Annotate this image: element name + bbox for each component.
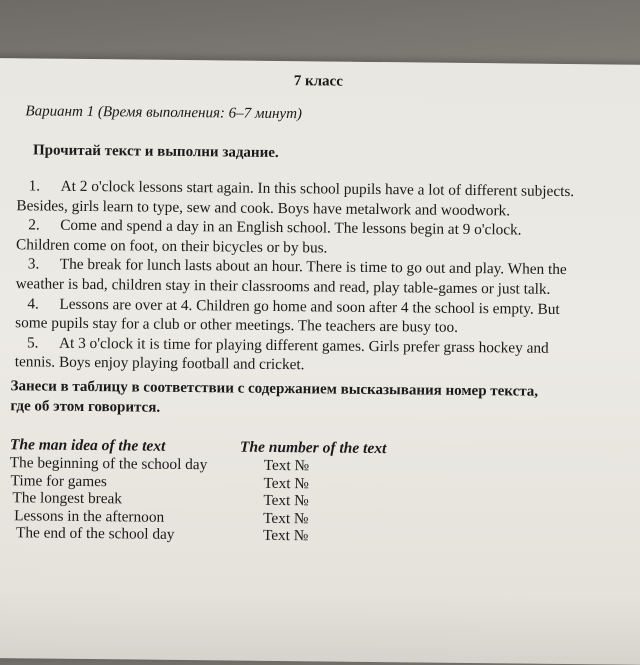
row-idea: Lessons in the afternoon	[14, 506, 165, 526]
passage-1	[16, 176, 636, 222]
row-idea: The longest break	[12, 489, 123, 508]
passage-text-line2: weather is bad, children stay in their classrooms and read, play table-games or just talk.	[15, 275, 551, 298]
passage-text-line2: Besides, girls learn to type, sew and cook. Boys have metalwork and woodwork.	[16, 196, 511, 220]
passage-number: 4.	[27, 294, 40, 313]
passage-text-line1: The break for lunch lasts about an hour. There is time to go out and play. When the	[59, 256, 567, 279]
row-number-blank[interactable]: Text №	[263, 509, 309, 527]
column-header-idea: The man idea of the text	[9, 436, 166, 455]
passage-text-line1: At 3 o'clock it is time for playing different games. Girls prefer grass hockey and	[58, 334, 549, 357]
passage-number: 5.	[26, 334, 39, 352]
variant-subtitle: Вариант 1 (Время выполнения: 6–7 минут)	[25, 103, 303, 123]
passage-2	[16, 215, 636, 261]
row-number-blank[interactable]: Text №	[263, 456, 310, 475]
grade-title: 7 класс	[293, 73, 343, 90]
row-idea: Time for games	[10, 471, 107, 490]
passage-text-line1: Lessons are over at 4. Children go home and soon after 4 the school is empty. But	[59, 295, 560, 318]
row-number-blank[interactable]: Text №	[263, 491, 309, 510]
task-line-1: Занеси в таблицу в соответствии с содержанием высказывания номер текста,	[10, 378, 539, 400]
passage-4	[15, 294, 635, 340]
reading-instruction: Прочитай текст и выполни задание.	[32, 142, 279, 161]
passage-5	[15, 333, 635, 379]
row-idea: The end of the school day	[15, 524, 175, 543]
row-number-blank[interactable]: Text №	[263, 474, 310, 492]
worksheet-page	[0, 58, 640, 665]
passage-number: 1.	[28, 177, 41, 195]
passage-3	[16, 255, 636, 301]
passage-text-line1: Come and spend a day in an English school. The lessons begin at 9 o'clock.	[60, 216, 522, 239]
row-idea: The beginning of the school day	[9, 454, 208, 474]
passage-number: 3.	[27, 255, 40, 273]
task-instruction	[10, 376, 630, 422]
passage-text-line2: tennis. Boys enjoy playing football and cricket.	[14, 353, 305, 374]
column-header-number: The number of the text	[239, 438, 387, 458]
passage-text-line2: some pupils stay for a club or other meetings. The teachers are busy too.	[15, 314, 459, 337]
answer-table	[0, 454, 630, 548]
task-line-2: где об этом говорится.	[10, 398, 161, 416]
passage-text-line2: Children come on foot, on their bicycles or by bus.	[15, 236, 328, 257]
passages-list	[15, 176, 637, 378]
passage-text-line1: At 2 o'clock lessons start again. In this school pupils have a lot of different subjects.	[60, 177, 575, 201]
passage-number: 2.	[28, 216, 40, 234]
row-number-blank[interactable]: Text №	[262, 526, 309, 545]
